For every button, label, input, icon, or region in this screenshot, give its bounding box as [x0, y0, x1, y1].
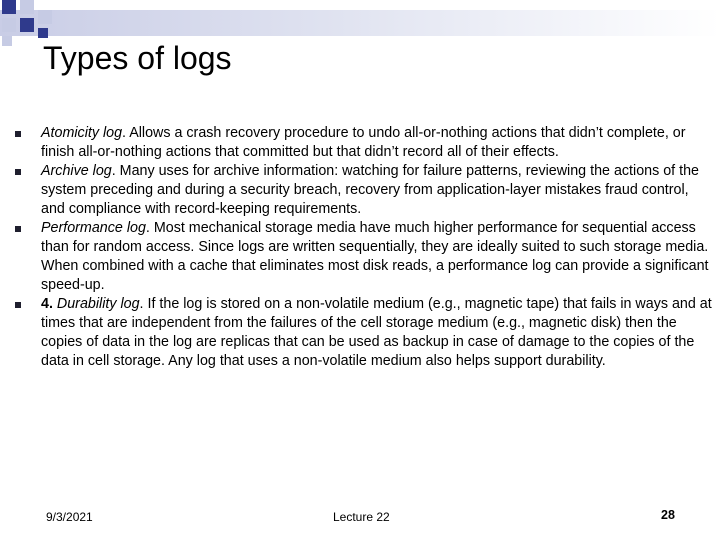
square-bullet-icon: [15, 302, 21, 308]
bullet-text: [41, 219, 713, 295]
deco-square: [20, 0, 34, 14]
page-number: 28: [661, 508, 675, 522]
square-bullet-icon: [15, 226, 21, 232]
deco-square: [38, 10, 52, 24]
deco-square: [2, 0, 16, 14]
deco-square: [38, 28, 48, 38]
bullet-number: 4.: [41, 296, 57, 312]
bullet-body: . If the log is stored on a non-volatile medium (e.g., magnetic tape) that fails in ways and at times that are independent from the failures of the cell storage medium (e.g., magnetic disk) then the copies of data in the log are replicas that can be used as backup in case of damage to the copies of the data in cell storage. Any log that uses a non-volatile medium also helps support durability.: [41, 296, 712, 369]
deco-square: [2, 36, 12, 46]
bullet-body: . Most mechanical storage media have much higher performance for sequential access than for random access. Since logs are written sequentially, they are ideally suited to such storage media. When combined with a cache that eliminates most disk reads, a performance log can provide a significant speed-up.: [41, 220, 709, 293]
bullet-item: [12, 124, 712, 162]
bullet-item: [12, 295, 712, 371]
bullet-text: [41, 124, 713, 162]
footer-date: 9/3/2021: [46, 510, 93, 524]
square-bullet-icon: [15, 131, 21, 137]
square-bullet-icon: [15, 169, 21, 175]
bullet-text: [41, 295, 713, 371]
slide-title: Types of logs: [43, 40, 232, 76]
bullet-list: [12, 124, 712, 371]
bullet-text: [41, 162, 713, 219]
bullet-term: Archive log: [41, 163, 112, 179]
bullet-item: [12, 219, 712, 295]
bullet-body: . Many uses for archive information: watching for failure patterns, reviewing the actions of the system preceding and during a security breach, recovery from application-layer mistakes fraud control, and compliance with record-keeping requirements.: [41, 163, 699, 217]
deco-square: [2, 18, 16, 32]
bullet-term: Durability log: [56, 296, 140, 312]
bullet-term: Performance log: [41, 220, 146, 236]
footer-lecture: Lecture 22: [333, 510, 390, 524]
bullet-term: Atomicity log: [41, 125, 123, 141]
bullet-body: . Allows a crash recovery procedure to undo all-or-nothing actions that didn’t complete, or finish all-or-nothing actions that committed but that didn’t record all of their effects.: [41, 125, 686, 160]
deco-square: [20, 18, 34, 32]
header-gradient-band: [0, 10, 720, 36]
bullet-item: [12, 162, 712, 219]
